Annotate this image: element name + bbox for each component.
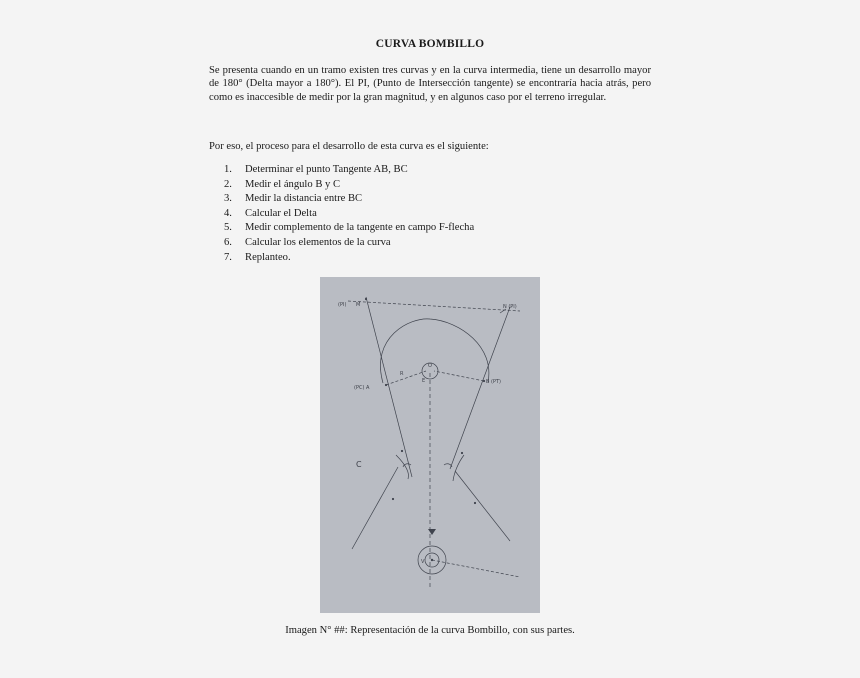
point-left-tangent bbox=[401, 450, 403, 452]
document-title: CURVA BOMBILLO bbox=[375, 38, 485, 50]
radius-to-pt bbox=[434, 371, 484, 381]
label-b-pt: B (PT) bbox=[486, 379, 501, 385]
steps-list bbox=[224, 163, 474, 265]
right-transition-curve bbox=[453, 455, 464, 481]
label-e: E bbox=[422, 378, 426, 384]
bulb-arc bbox=[380, 319, 488, 383]
label-pc-a: (PC) A bbox=[354, 385, 370, 391]
step-text: Medir complemento de la tangente en campo F-flecha bbox=[245, 222, 475, 234]
step-text: Determinar el punto Tangente AB, BC bbox=[245, 164, 408, 175]
left-tangent-line bbox=[366, 297, 412, 477]
process-paragraph: Por eso, el proceso para el desarrollo de esta curva es el siguiente: bbox=[209, 141, 489, 152]
step-text: Calcular los elementos de la curva bbox=[245, 236, 391, 248]
step-number: 7. bbox=[224, 251, 232, 263]
label-v: V bbox=[421, 559, 425, 565]
figure-caption: Imagen N° ##: Representación de la curva Bombillo, con sus partes. bbox=[285, 625, 575, 636]
step-number: 3. bbox=[224, 193, 232, 205]
point-right-tangent bbox=[461, 452, 463, 454]
point-right-branch bbox=[474, 502, 476, 504]
step-text: Medir el ángulo B y C bbox=[245, 178, 341, 190]
label-r: R bbox=[400, 371, 404, 377]
right-tangent-line bbox=[450, 307, 510, 469]
bulb-curve-diagram bbox=[320, 277, 540, 613]
list-item bbox=[224, 221, 474, 236]
list-item bbox=[224, 236, 474, 251]
point-m bbox=[365, 298, 367, 300]
bottom-right-line bbox=[432, 560, 520, 577]
left-outer-branch bbox=[352, 467, 398, 549]
point-left-branch bbox=[392, 498, 394, 500]
list-item bbox=[224, 207, 474, 222]
step-number: 1. bbox=[224, 164, 232, 175]
radius-to-pc bbox=[386, 371, 426, 385]
list-item bbox=[224, 251, 474, 266]
label-o: O bbox=[428, 363, 432, 369]
list-item bbox=[224, 178, 474, 193]
point-pt bbox=[483, 380, 485, 382]
vertex-arrow bbox=[428, 529, 436, 535]
right-outer-branch bbox=[455, 471, 510, 541]
label-n-pi: N (PI) bbox=[503, 304, 517, 310]
label-pi-left: (PI) bbox=[338, 302, 347, 308]
label-m: M bbox=[356, 302, 361, 308]
step-text: Medir la distancia entre BC bbox=[245, 193, 363, 205]
bulb-curve-figure bbox=[320, 277, 540, 613]
step-number: 4. bbox=[224, 207, 232, 219]
label-c-left: C bbox=[356, 460, 362, 469]
step-number: 2. bbox=[224, 178, 232, 190]
point-v bbox=[431, 559, 433, 561]
list-item bbox=[224, 163, 474, 178]
step-number: 5. bbox=[224, 222, 232, 234]
step-number: 6. bbox=[224, 236, 232, 248]
point-pc bbox=[385, 384, 387, 386]
list-item bbox=[224, 192, 474, 207]
step-text: Calcular el Delta bbox=[245, 207, 317, 219]
pi-connection-line bbox=[348, 301, 520, 311]
intro-paragraph: Se presenta cuando en un tramo existen tres curvas y en la curva intermedia, tiene un desarrollo mayor de 180° (Delta mayor a 180°). El PI, (Punto de Intersección tangente) se encontraría hacia atrás, pero como es inaccesible de medir por la gran magnitud, y en algunos caso por el terreno irregular. bbox=[209, 65, 651, 103]
step-text: Replanteo. bbox=[245, 251, 291, 263]
